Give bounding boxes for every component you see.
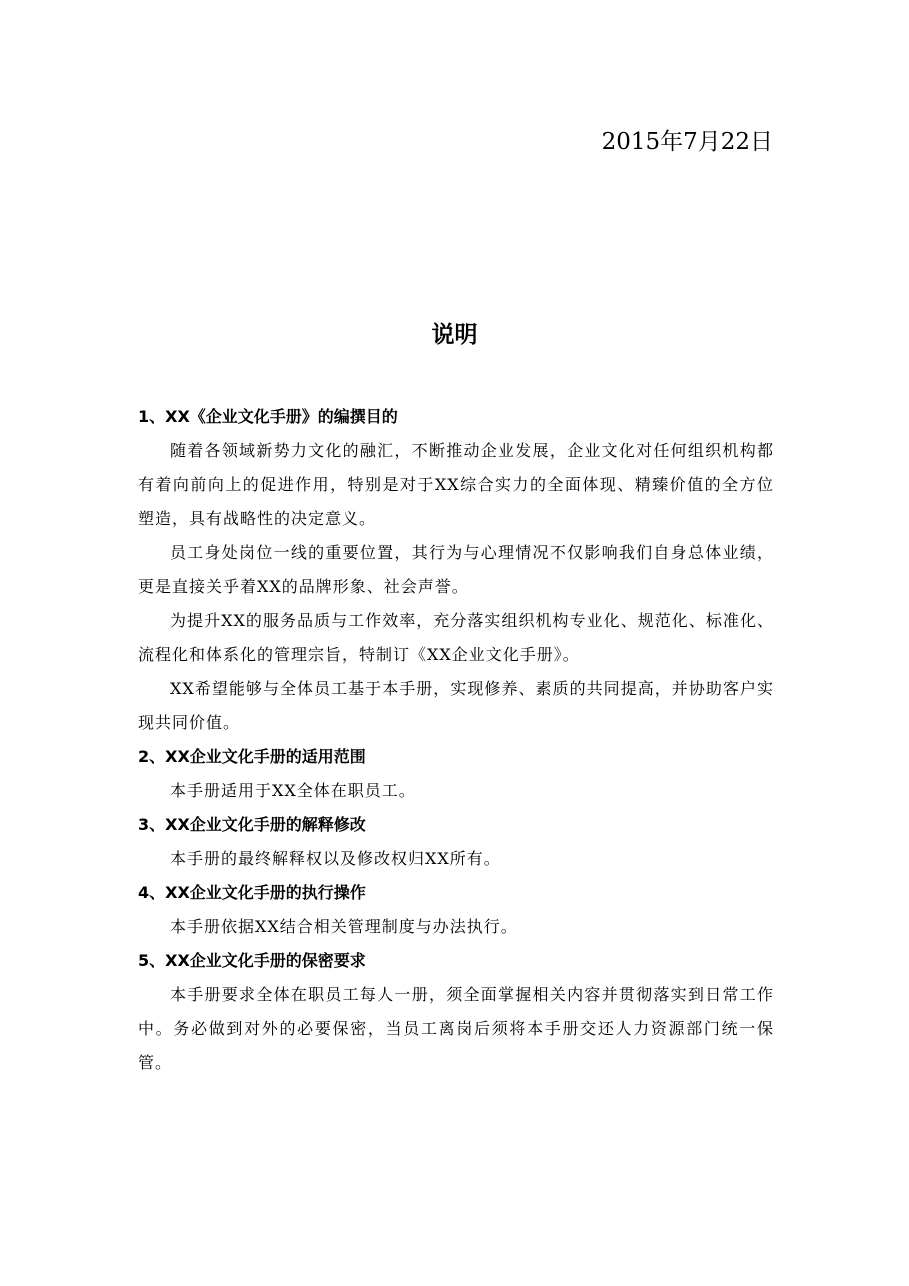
paragraph: 本手册依据XX结合相关管理制度与办法执行。 [170,917,518,936]
paragraph: 为提升XX的服务品质与工作效率，充分落实组织机构专业化、规范化、标准化、流程化和体系化的管理宗旨，特制订《XX企业文化手册》。 [138,611,774,664]
paragraph: 本手册的最终解释权以及修改权归XX所有。 [170,849,501,868]
section-heading: 2、XX企业文化手册的适用范围 [138,747,366,766]
section-2 [138,740,774,808]
document-body [138,400,774,1080]
paragraph: 本手册适用于XX全体在职员工。 [170,781,416,800]
page-title: 说明 [431,322,478,348]
paragraph: XX希望能够与全体员工基于本手册，实现修养、素质的共同提高，并协助客户实现共同价值。 [138,679,774,732]
document-date: 2015年7月22日 [601,129,773,155]
paragraph: 员工身处岗位一线的重要位置，其行为与心理情况不仅影响我们自身总体业绩，更是直接关乎着XX的品牌形象、社会声誉。 [138,543,774,596]
paragraph: 随着各领域新势力文化的融汇，不断推动企业发展，企业文化对任何组织机构都有着向前向上的促进作用，特别是对于XX综合实力的全面体现、精臻价值的全方位塑造，具有战略性的决定意义。 [138,441,774,528]
section-heading: 3、XX企业文化手册的解释修改 [138,815,366,834]
paragraph: 本手册要求全体在职员工每人一册，须全面掌握相关内容并贯彻落实到日常工作中。务必做到对外的必要保密，当员工离岗后须将本手册交还人力资源部门统一保管。 [138,985,774,1072]
section-3 [138,808,774,876]
section-5 [138,944,774,1080]
section-heading: 4、XX企业文化手册的执行操作 [138,883,366,902]
section-1 [138,400,774,740]
section-heading: 1、XX《企业文化手册》的编撰目的 [138,407,398,426]
section-heading: 5、XX企业文化手册的保密要求 [138,951,366,970]
section-4 [138,876,774,944]
